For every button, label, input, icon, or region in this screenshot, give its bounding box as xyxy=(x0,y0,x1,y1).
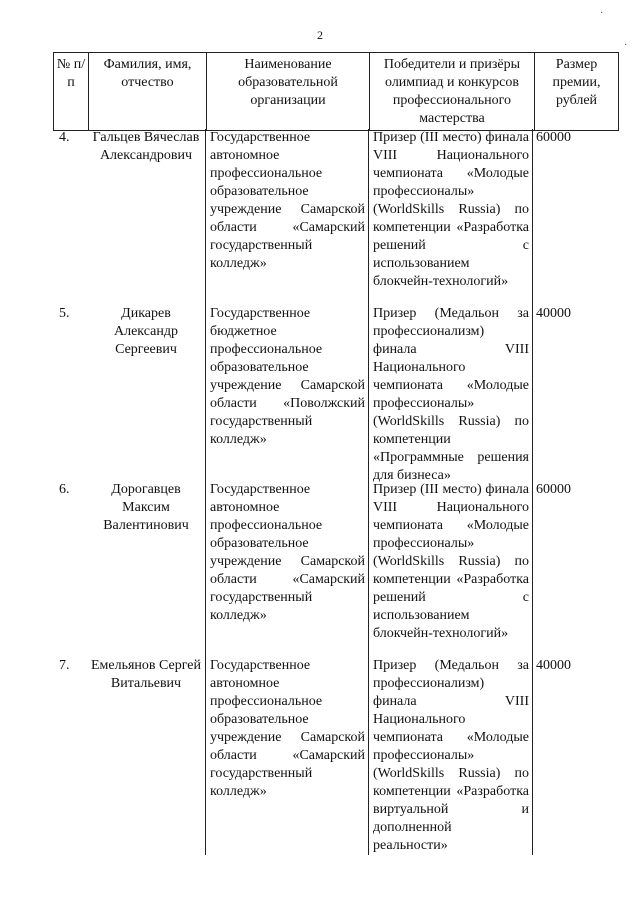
table-row xyxy=(53,481,617,657)
table-row xyxy=(53,129,617,305)
table-row xyxy=(53,657,617,853)
row-number: 4. xyxy=(59,130,70,145)
page-number: 2 xyxy=(317,28,323,42)
table-body xyxy=(53,129,617,853)
row-prize: 60000 xyxy=(536,130,571,145)
scan-speck: · xyxy=(624,40,628,51)
row-achievement: Призер (III место) финала VIII Национального чемпионата «Молодые профессионалы» (WorldSkills Russia) по компетенции «Разработка решений с использованием блокчейн-технологий» xyxy=(368,481,533,657)
row-full-name: Дикарев Александр Сергеевич xyxy=(114,306,178,357)
row-organization: Государственное автономное профессиональное образовательное учреждение Самарской области «Самарский государственный колледж» xyxy=(205,481,368,657)
row-prize: 60000 xyxy=(536,482,571,497)
row-number: 6. xyxy=(59,482,70,497)
row-number: 7. xyxy=(59,658,70,673)
row-organization: Государственное автономное профессиональное образовательное учреждение Самарской области «Самарский государственный колледж» xyxy=(205,129,368,305)
table-row xyxy=(53,305,617,481)
row-full-name: Емельянов Сергей Витальевич xyxy=(90,658,202,691)
row-full-name: Гальцев Вячеслав Александрович xyxy=(92,130,200,163)
table-header xyxy=(53,52,619,131)
row-full-name: Дорогавцев Максим Валентинович xyxy=(103,482,189,533)
row-achievement: Призер (Медальон за профессионализм) финала VIII Национального чемпионата «Молодые профессионалы» (WorldSkills Russia) по компетенции «Разработка виртуальной и дополненной реальности» xyxy=(368,657,533,855)
scan-speck: · xyxy=(600,8,604,19)
header-full-name: Фамилия, имя, отчество xyxy=(88,53,206,130)
row-achievement: Призер (III место) финала VIII Национального чемпионата «Молодые профессионалы» (WorldSkills Russia) по компетенции «Разработка решений с использованием блокчейн-технологий» xyxy=(368,129,533,305)
row-organization: Государственное бюджетное профессиональное образовательное учреждение Самарской области «Поволжский государственный колледж» xyxy=(205,305,368,485)
row-prize: 40000 xyxy=(536,306,571,321)
header-number: № п/п xyxy=(56,57,86,90)
row-prize: 40000 xyxy=(536,658,571,673)
row-number: 5. xyxy=(59,306,70,321)
row-organization: Государственное автономное профессиональное образовательное учреждение Самарской области «Самарский государственный колледж» xyxy=(205,657,368,855)
row-achievement: Призер (Медальон за профессионализм) финала VIII Национального чемпионата «Молодые профессионалы» (WorldSkills Russia) по компетенции «Программные решения для бизнеса» xyxy=(368,305,533,485)
header-achievement: Победители и призёры олимпиад и конкурсов профессионального мастерства xyxy=(369,53,534,130)
header-organization: Наименование образовательной организации xyxy=(206,53,369,130)
header-prize: Размер премии, рублей xyxy=(534,53,618,130)
